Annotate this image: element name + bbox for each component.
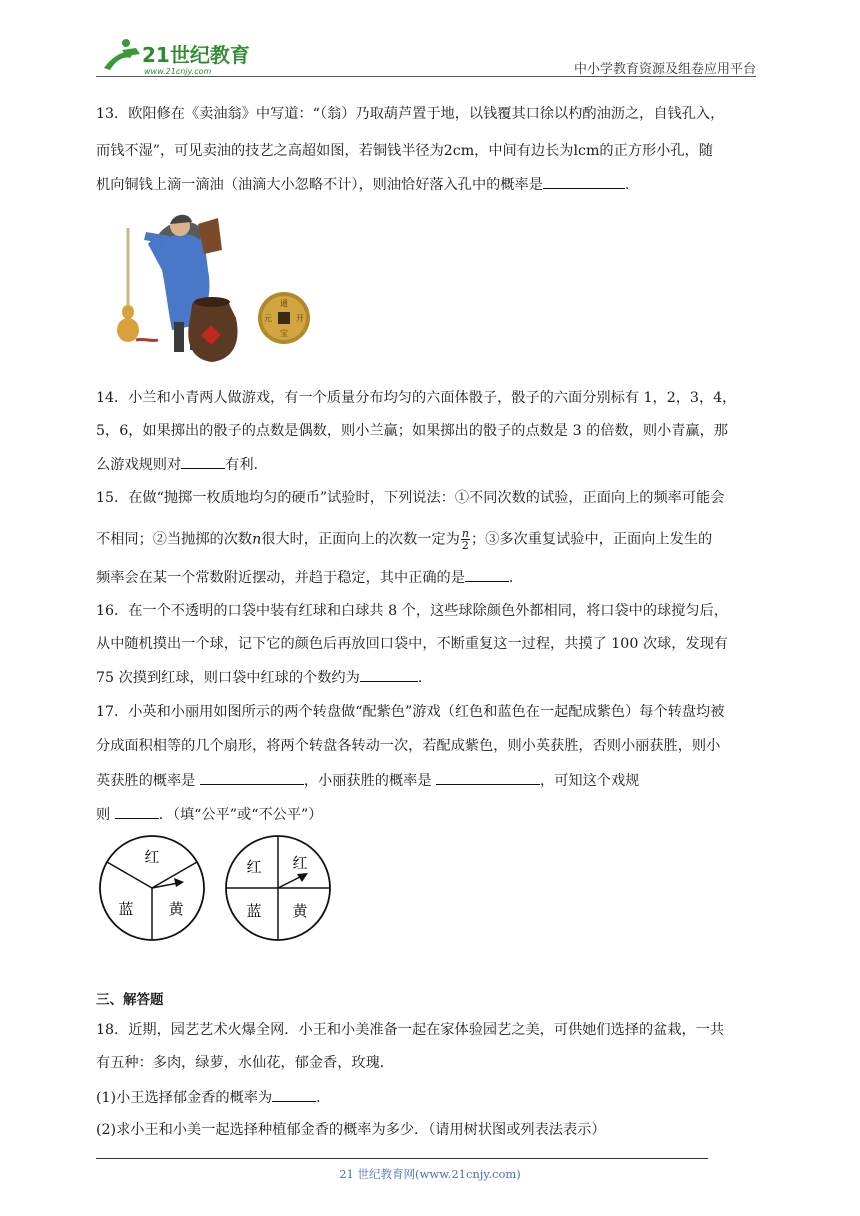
q15-line2: [96, 528, 764, 551]
q16-line3: [96, 667, 764, 688]
site-logo: [96, 34, 256, 76]
q17-line1: 17．小英和小丽用如图所示的两个转盘做“配紫色”游戏（红色和蓝色在一起配成紫色）每个转盘均被: [96, 704, 725, 720]
q15-fraction: [461, 528, 470, 551]
logo-subtext: www.21cnjy.com: [144, 67, 212, 76]
spinner2-sector-yellow: 黄: [292, 902, 308, 920]
spinner2-sector-blue: 蓝: [246, 902, 262, 920]
q17-line3: [96, 770, 764, 791]
q17-blank-2[interactable]: [436, 770, 540, 785]
q16-line1: 16．在一个不透明的口袋中装有红球和白球共 8 个，这些球除颜色外都相同，将口袋中的球搅匀后，: [96, 603, 728, 619]
spinner2-sector-red-1: 红: [246, 858, 262, 876]
q15-line1: 15．在做“抛掷一枚质地均匀的硬币”试验时，下列说法：①不同次数的试验，正面向上的频率可能会: [96, 490, 725, 506]
q15-var-n: n: [252, 531, 262, 548]
svg-text:开: 开: [296, 314, 304, 323]
q15-text-a: 不相同；②当抛掷的次数: [96, 531, 253, 548]
section-title-answers: 三、解答题: [96, 992, 164, 1008]
q17-blank-1[interactable]: [200, 770, 304, 785]
q18-line3: [96, 1087, 764, 1108]
q15-answer-blank[interactable]: [465, 567, 509, 582]
q15-text-c: ；③多次重复试验中，正面向上发生的: [470, 531, 713, 548]
q16-answer-blank[interactable]: [360, 667, 418, 682]
q16-line2: 从中随机摸出一个球，记下它的颜色后再放回口袋中，不断重复这一过程，共摸了 100 次球，发现有: [96, 636, 728, 652]
q17-line2: 分成面积相等的几个扇形，将两个转盘各转动一次，若配成紫色，则小英获胜，否则小丽获胜，则小: [96, 738, 721, 754]
svg-text:通: 通: [280, 299, 288, 308]
spinner2-sector-red-2: 红: [292, 854, 308, 872]
q16-period: .: [417, 670, 423, 686]
spinner-1: [100, 836, 204, 940]
q17-blank-3[interactable]: [115, 804, 159, 819]
q18-line4: (2)求小王和小美一起选择种植郁金香的概率为多少．（请用树状图或列表法表示）: [96, 1122, 606, 1138]
q17-text-a: 英获胜的概率是: [96, 773, 200, 789]
q13-line2: 而钱不湿”，可见卖油的技艺之高超如图，若铜钱半径为2cm，中间有边长为lcm的正方形小孔，随: [96, 143, 713, 159]
q14-text-a: 么游戏规则对: [96, 457, 182, 473]
spinner-2: [226, 836, 330, 940]
q18-part1-text: (1)小王选择郁金香的概率为: [96, 1090, 273, 1106]
q15-line3: [96, 567, 764, 588]
spinner1-sector-yellow: 黄: [168, 900, 184, 918]
q17-text-c: ，可知这个戏规: [540, 773, 640, 789]
q14-line2: 5，6，如果掷出的骰子的点数是偶数，则小兰赢；如果掷出的骰子的点数是 3 的倍数，则小青赢，那: [96, 423, 728, 439]
q17-line4: [96, 804, 764, 825]
svg-text:元: 元: [264, 314, 272, 323]
q15-text-b: 很大时，正面向上的次数一定为: [261, 531, 460, 548]
header-platform-text: 中小学教育资源及组卷应用平台: [573, 62, 756, 77]
q18-line1: 18．近期，园艺艺术火爆全网．小王和小美准备一起在家体验园艺之美，可供她们选择的盆栽，一共: [96, 1022, 725, 1038]
q14-text-b: 有利.: [225, 457, 259, 473]
q13-line1: 13．欧阳修在《卖油翁》中写道：“（翁）乃取葫芦置于地，以钱覆其口徐以杓酌油沥之，自钱孔入，: [96, 106, 725, 122]
q13-text: 机向铜钱上滴一滴油（油滴大小忽略不计），则油恰好落入孔中的概率是: [96, 177, 543, 193]
footer-text: 21 世纪教育网(www.21cnjy.com): [339, 1167, 521, 1181]
q14-line1: 14．小兰和小青两人做游戏，有一个质量分布均匀的六面体骰子，骰子的六面分别标有 1，2，3，4，: [96, 390, 737, 406]
q15-period: .: [508, 570, 514, 586]
fraction-denominator: 2: [461, 539, 469, 552]
q18-period: ．: [316, 1090, 331, 1106]
q16-text: 75 次摸到红球，则口袋中红球的个数约为: [96, 670, 360, 686]
q17-text-b: ，小丽获胜的概率是: [303, 773, 437, 789]
oil-seller-illustration: [112, 210, 322, 368]
spinner1-sector-red: 红: [144, 848, 160, 866]
fraction-numerator: n: [461, 527, 469, 540]
q14-line3: [96, 454, 764, 475]
q15-text-d: 频率会在某一个常数附近摆动，并趋于稳定，其中正确的是: [96, 570, 465, 586]
q18-line2: 有五种：多肉，绿萝，水仙花，郁金香，玫瑰．: [96, 1055, 394, 1071]
footer-divider: [96, 1158, 708, 1159]
logo-text: 21世纪教育: [142, 43, 250, 67]
q13-line3: [96, 174, 764, 195]
spinner1-sector-blue: 蓝: [118, 900, 134, 918]
q17-text-d: 则: [96, 807, 115, 823]
spinner-figures: [96, 832, 346, 944]
q13-period: .: [624, 177, 630, 193]
q14-answer-blank[interactable]: [181, 454, 225, 469]
svg-text:宝: 宝: [280, 329, 288, 338]
header-divider: [96, 76, 756, 77]
q17-text-e: ．（填“公平”或“不公平”）: [158, 807, 323, 823]
q13-answer-blank[interactable]: [543, 174, 625, 189]
q18-answer-blank[interactable]: [272, 1087, 316, 1102]
